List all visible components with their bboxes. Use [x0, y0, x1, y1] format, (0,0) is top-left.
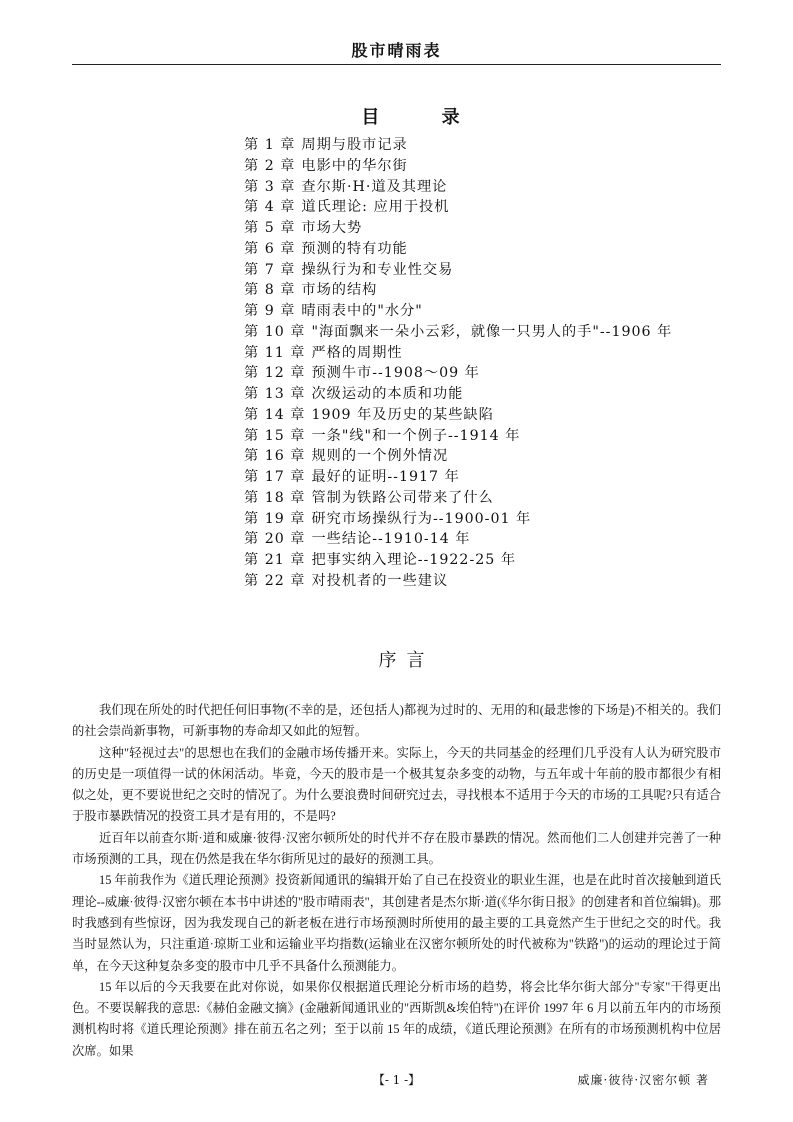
toc-chapter-number: 第 12 章: [244, 365, 306, 382]
running-header-title: 股市晴雨表: [351, 41, 442, 60]
toc-item[interactable]: [244, 322, 672, 343]
footer-author: 威廉·彼待·汉密尔顿 著: [577, 1073, 709, 1087]
preface-paragraph: 近百年以前查尔斯·道和威廉·彼得·汉密尔顿所处的时代并不存在股市暴跌的情况。然而他们二人创建并完善了一种市场预测的工具，现在仍然是我在华尔街所见过的最好的预测工具。: [72, 830, 721, 867]
toc-chapter-number: 第 15 章: [244, 427, 306, 444]
toc-item[interactable]: [244, 280, 672, 301]
toc-chapter-title: 一条"线"和一个例子--1914 年: [311, 427, 521, 444]
toc-chapter-number: 第 10 章: [244, 323, 306, 340]
toc-chapter-title: 晴雨表中的"水分": [301, 303, 423, 319]
toc-chapter-title: 研究市场操纵行为--1900-01 年: [311, 510, 532, 527]
toc-chapter-title: 操纵行为和专业性交易: [301, 261, 454, 278]
toc-chapter-number: 第 11 章: [244, 344, 306, 361]
toc-item[interactable]: [244, 260, 672, 281]
toc-chapter-title: 规则的一个例外情况: [311, 448, 449, 465]
toc-item[interactable]: [244, 343, 672, 364]
toc-item[interactable]: [244, 550, 672, 571]
toc-chapter-title: 最好的证明--1917 年: [311, 469, 460, 485]
toc-item[interactable]: [244, 446, 672, 467]
page-number: 【- 1 -】: [372, 1073, 421, 1087]
toc-chapter-title: 市场的结构: [301, 282, 378, 299]
toc-item[interactable]: [244, 177, 672, 198]
preface-paragraph: 我们现在所处的时代把任何旧事物(不幸的是，还包括人)都视为过时的、无用的和(最悲惨的下场是)不相关的。我们的社会崇尚新事物，可新事物的寿命却又如此的短暂。: [72, 703, 721, 739]
toc-item[interactable]: [244, 363, 672, 384]
toc-chapter-title: 一些结论--1910-14 年: [311, 531, 471, 548]
preface-paragraph: 15 年前我作为《道氏理论预测》投资新闻通讯的编辑开始了自己在投资业的职业生涯，也是在此时首次接触到道氏理论--威廉·彼得·汉密尔顿在本书中讲述的"股市晴雨表"，其创建者是杰尔斯·道(《华尔街日报》的创建者和首位编辑)。那时我感到有些惊讶，因为我发现自己的新老板在进行市场预测时所使用的最主要的工具竟然产生于世纪之交的时代。我当时显然认为，只注重道·琼斯工业和运输业平均指数(运输业在汉密尔顿所处的时代被称为"铁路")的运动的理论过于简单，在今天这种复杂多变的股市中几乎不具备什么预测能力。: [72, 873, 721, 973]
toc-item[interactable]: [244, 488, 672, 509]
toc-chapter-number: 第 9 章: [244, 303, 296, 319]
toc-chapter-number: 第 1 章: [244, 137, 296, 153]
toc-chapter-number: 第 5 章: [244, 220, 296, 236]
toc-chapter-number: 第 17 章: [244, 469, 306, 485]
preface-body: [72, 700, 721, 1062]
toc-chapter-number: 第 8 章: [244, 282, 296, 299]
toc-chapter-title: 市场大势: [301, 220, 363, 236]
toc-chapter-number: 第 13 章: [244, 386, 306, 402]
toc-chapter-number: 第 18 章: [244, 489, 306, 506]
toc-item[interactable]: [244, 197, 672, 218]
toc-item[interactable]: [244, 384, 672, 405]
toc-chapter-title: 电影中的华尔街: [301, 157, 408, 174]
toc-item[interactable]: [244, 509, 672, 530]
toc-chapter-title: 次级运动的本质和功能: [311, 386, 464, 402]
toc-chapter-title: 道氏理论: 应用于投机: [301, 199, 450, 216]
toc-chapter-number: 第 20 章: [244, 531, 306, 548]
toc-chapter-number: 第 22 章: [244, 572, 306, 589]
toc-item[interactable]: [244, 218, 672, 239]
toc-chapter-number: 第 6 章: [244, 240, 296, 257]
toc-chapter-number: 第 2 章: [244, 157, 296, 174]
toc-chapter-number: 第 4 章: [244, 199, 296, 216]
toc-chapter-number: 第 3 章: [244, 178, 296, 195]
preface-paragraph: 15 年以后的今天我要在此对你说，如果你仅根据道氏理论分析市场的趋势，将会比华尔街大部分"专家"干得更出色。不要误解我的意思:《赫伯金融文摘》(金融新闻通讯业的"西斯凯&埃伯特")在评价 1997 年 6 月以前五年内的市场预测机构时将《道氏理论预测》排在前五名之列；至于以前 15 年的成绩，《道氏理论预测》在所有的市场预测机构中位居次席。如果: [72, 979, 721, 1058]
toc-item[interactable]: [244, 156, 672, 177]
toc-chapter-title: 管制为铁路公司带来了什么: [311, 489, 494, 506]
toc-chapter-title: "海面飘来一朵小云彩，就像一只男人的手"--1906 年: [311, 323, 673, 340]
toc-item[interactable]: [244, 135, 672, 156]
table-of-contents: [244, 135, 672, 592]
toc-chapter-title: 预测的特有功能: [301, 240, 408, 257]
toc-chapter-title: 查尔斯·H·道及其理论: [301, 178, 448, 195]
toc-chapter-title: 严格的周期性: [311, 344, 403, 361]
toc-item[interactable]: [244, 405, 672, 426]
preface-paragraph: 这种"轻视过去"的思想也在我们的金融市场传播开来。实际上，今天的共同基金的经理们几乎没有人认为研究股市的历史是一项值得一试的休闲活动。毕竟，今天的股市是一个极其复杂多变的动物，与五年或十年前的股市都很少有相似之处，更不要说世纪之交时的情况了。为什么要浪费时间研究过去，寻找根本不适用于今天的市场的工具呢?只有适合于股市暴跌情况的投资工具才是有用的，不是吗?: [72, 745, 721, 824]
toc-item[interactable]: [244, 301, 672, 322]
toc-chapter-number: 第 16 章: [244, 448, 306, 465]
toc-chapter-number: 第 21 章: [244, 552, 306, 568]
header-divider: [72, 64, 721, 65]
toc-item[interactable]: [244, 239, 672, 260]
toc-item[interactable]: [244, 426, 672, 447]
toc-chapter-number: 第 7 章: [244, 261, 296, 278]
toc-chapter-title: 把事实纳入理论--1922-25 年: [311, 552, 517, 568]
toc-chapter-title: 对投机者的一些建议: [311, 572, 449, 589]
toc-chapter-title: 预测牛市--1908～09 年: [311, 365, 480, 382]
toc-heading: 目 录: [361, 107, 488, 128]
toc-chapter-title: 周期与股市记录: [301, 137, 408, 153]
toc-chapter-number: 第 19 章: [244, 510, 306, 527]
toc-item[interactable]: [244, 529, 672, 550]
toc-chapter-number: 第 14 章: [244, 406, 306, 423]
toc-item[interactable]: [244, 467, 672, 488]
toc-item[interactable]: [244, 571, 672, 592]
toc-chapter-title: 1909 年及历史的某些缺陷: [311, 406, 494, 423]
preface-heading: 序言: [378, 650, 435, 671]
